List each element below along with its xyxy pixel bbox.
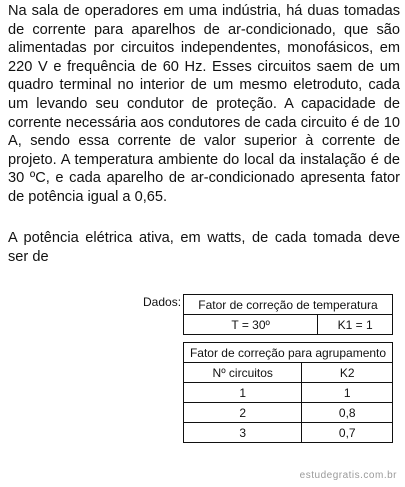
table-cell: 2 xyxy=(184,403,302,423)
question-paragraph-1: Na sala de operadores em uma indústria, há duas tomadas de corrente para aparelhos de ar-condicionado, que são alimentadas por circuitos independentes, monofásicos, em 220 V e frequência de 60 Hz. Esses circuitos saem de um quadro terminal no interior de um mesmo eletroduto, cada um levando seu condutor de proteção. A capacidade de corrente necessária aos condutores de cada circuito é de 10 A, sendo essa corrente de valor superior à corrente de projeto. A temperatura ambiente do local da instalação é de 30 ºC, e cada aparelho de ar-condicionado apresenta fator de potência igual a 0,65. xyxy=(8,3,400,205)
temperature-correction-table xyxy=(183,294,393,335)
temperature-cell: T = 30º xyxy=(184,315,318,335)
question-paragraph-2: A potência elétrica ativa, em watts, de cada tomada deve ser de xyxy=(8,230,400,265)
table-row xyxy=(184,423,393,443)
table-cell: 1 xyxy=(302,383,393,403)
column-header-k2: K2 xyxy=(302,363,393,383)
watermark: estudegratis.com.br xyxy=(299,470,397,481)
dados-label: Dados: xyxy=(143,295,182,309)
temperature-table-title: Fator de correção de temperatura xyxy=(184,295,393,315)
table-row xyxy=(184,343,393,363)
grouping-correction-table xyxy=(183,342,393,443)
table-header-row xyxy=(184,363,393,383)
table-row xyxy=(184,315,393,335)
table-cell: 0,7 xyxy=(302,423,393,443)
table-cell: 1 xyxy=(184,383,302,403)
table-cell: 0,8 xyxy=(302,403,393,423)
column-header-circuits: Nº circuitos xyxy=(184,363,302,383)
table-row xyxy=(184,383,393,403)
table-row xyxy=(184,295,393,315)
grouping-table-title: Fator de correção para agrupamento xyxy=(184,343,393,363)
table-cell: 3 xyxy=(184,423,302,443)
k1-cell: K1 = 1 xyxy=(318,315,393,335)
table-row xyxy=(184,403,393,423)
